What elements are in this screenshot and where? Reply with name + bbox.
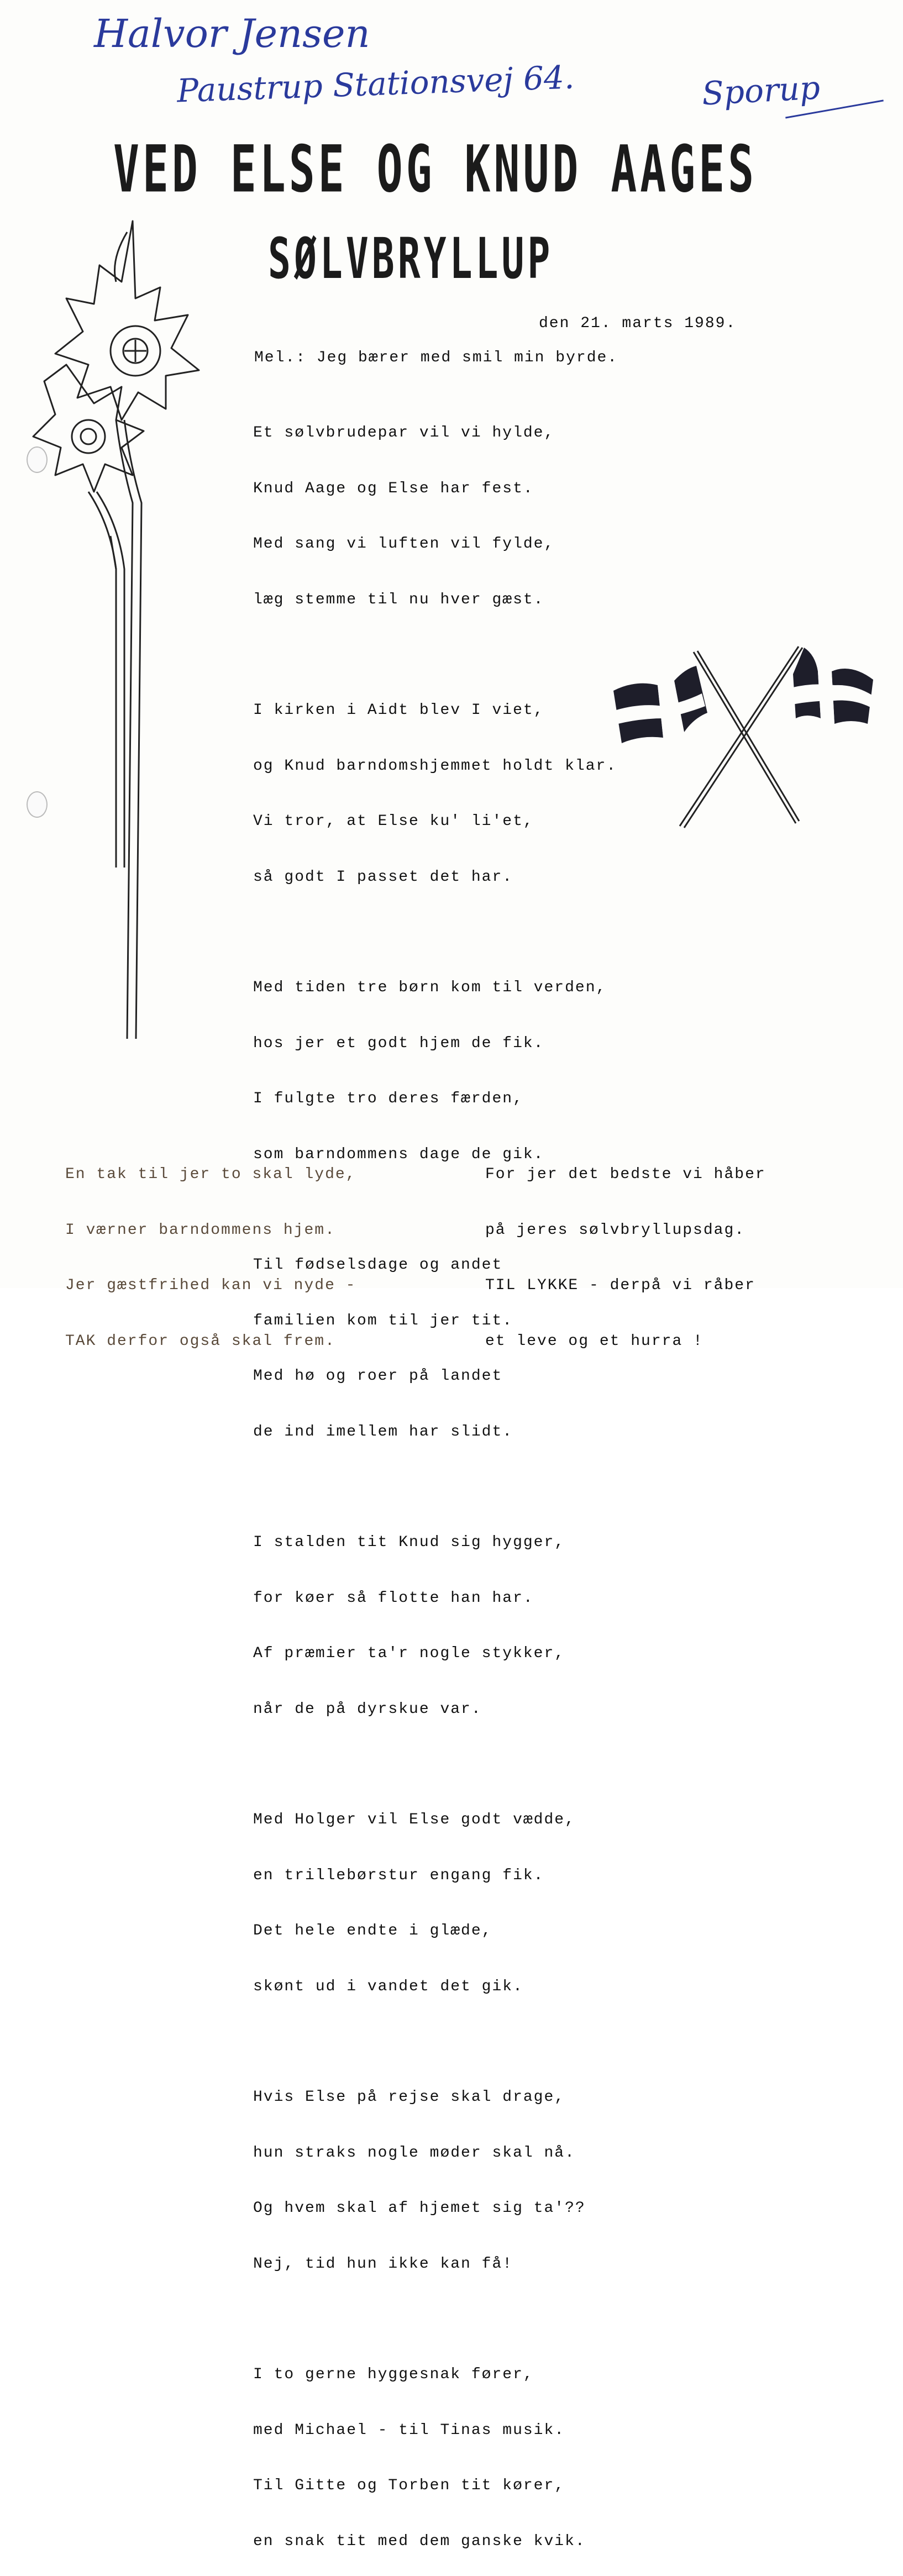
verse-line: læg stemme til nu hver gæst. [253,591,544,608]
verse-line: I stalden tit Knud sig hygger, [253,1534,565,1551]
verse-line: Af præmier ta'r nogle stykker, [253,1645,565,1662]
verse-line: Og hvem skal af hjemet sig ta'?? [253,2200,586,2217]
verse-line: med Michael - til Tinas musik. [253,2421,565,2439]
verse-line: de ind imellem har slidt. [253,1423,513,1441]
verse-line: på jeres sølvbryllupsdag. [485,1221,746,1239]
verse-line: Med Holger vil Else godt vædde, [253,1811,575,1828]
verse-line: Knud Aage og Else har fest. [253,480,534,497]
verse-line: hun straks nogle møder skal nå. [253,2144,575,2162]
verse-line: og Knud barndomshjemmet holdt klar. [253,757,617,775]
stanza [253,1774,617,2033]
verse-line: TIL LYKKE - derpå vi råber [485,1277,755,1294]
verse-line: For jer det bedste vi håber [485,1166,766,1183]
verse-line: TAK derfor også skal frem. [65,1332,335,1350]
date-line: den 21. marts 1989. [539,315,737,332]
daffodil-illustration [33,215,243,1055]
verse-line: Med hø og roer på landet [253,1368,503,1385]
stanza [253,664,617,923]
verse-line: En tak til jer to skal lyde, [65,1166,356,1183]
stanza [253,1496,617,1755]
crossed-flags-illustration [602,641,879,834]
verse-line: I fulgte tro deres færden, [253,1090,523,1107]
verse-line: som barndommens dage de gik. [253,1145,544,1163]
stanza [253,387,617,646]
verse-line: Med sang vi luften vil fylde, [253,535,555,553]
closing-right [485,1128,766,1387]
stanza [253,2051,617,2310]
verse-line: skønt ud i vandet det gik. [253,1978,523,1995]
heading-line-1: VED ELSE OG KNUD AAGES [113,133,758,207]
verse-line: familien kom til jer tit. [253,1312,513,1329]
verse-line: Nej, tid hun ikke kan få! [253,2255,513,2273]
verse-line: Hvis Else på rejse skal drage, [253,2089,565,2106]
handwritten-address: Paustrup Stationsvej 64. [176,58,575,110]
verse-line: en trillebørstur engang fik. [253,1867,544,1884]
verse-line: I to gerne hyggesnak fører, [253,2366,534,2383]
verse-line: Vi tror, at Else ku' li'et, [253,813,534,830]
verse-line: når de på dyrskue var. [253,1700,482,1718]
verse-line: så godt I passet det har. [253,868,513,886]
verse-line: et leve og et hurra ! [485,1332,704,1350]
verse-line: Til Gitte og Torben tit kører, [253,2477,565,2494]
poem [253,387,617,2576]
verse-line: Jer gæstfrihed kan vi nyde - [65,1277,356,1294]
heading-line-2: SØLVBRYLLUP [268,227,554,292]
verse-line: for køer så flotte han har. [253,1589,534,1607]
handwritten-town: Sporup [701,69,821,113]
verse-line: I værner barndommens hjem. [65,1221,335,1239]
stanza [253,2328,617,2576]
verse-line: Det hele endte i glæde, [253,1922,492,1939]
melody-line: Mel.: Jeg bærer med smil min byrde. [254,349,618,366]
verse-line: Til fødselsdage og andet [253,1257,503,1274]
verse-line: hos jer et godt hjem de fik. [253,1034,544,1052]
verse-line: Et sølvbrudepar vil vi hylde, [253,424,555,441]
verse-line: en snak tit med dem ganske kvik. [253,2532,586,2550]
verse-line: I kirken i Aidt blev I viet, [253,702,544,719]
handwritten-name: Halvor Jensen [94,11,370,56]
verse-line: Med tiden tre børn kom til verden, [253,979,607,996]
closing-left [65,1128,356,1387]
